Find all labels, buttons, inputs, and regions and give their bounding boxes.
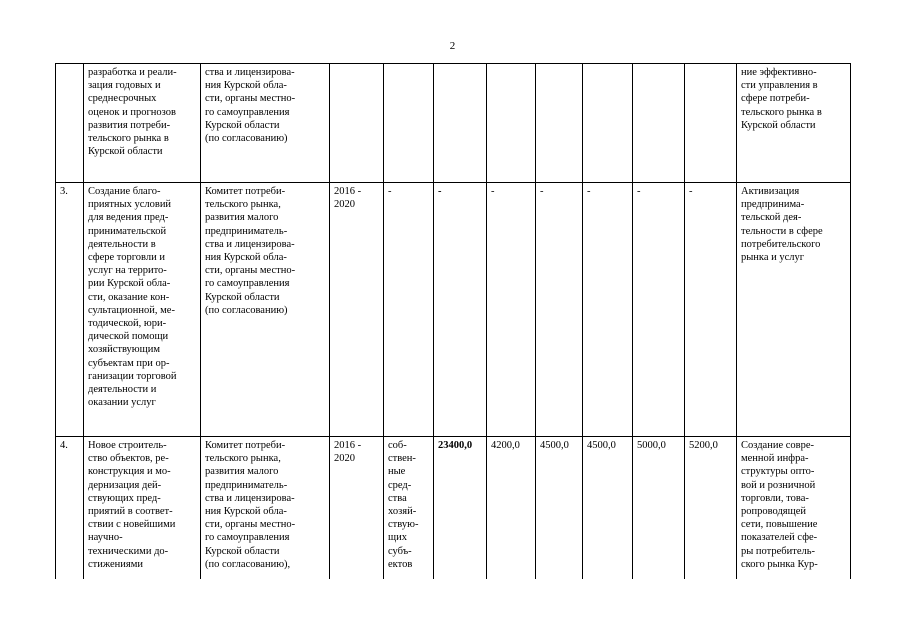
value-2019-cell: - (633, 183, 685, 437)
years-cell (330, 64, 384, 183)
value-2020-cell: 5200,0 (685, 437, 737, 580)
cell-line: ния Курской обла- (205, 506, 287, 518)
cell-line: сти, органы местно- (205, 519, 296, 531)
cell-line: структуры опто- (741, 466, 815, 478)
cell-line: тельского рынка, (205, 199, 281, 211)
cell-line: среднесрочных (88, 93, 157, 105)
cell-line: предприниматель- (205, 479, 288, 491)
cell-line: оценок и прогнозов (88, 106, 176, 118)
cell-line: услуг на террито- (88, 265, 167, 277)
cell-line: зация годовых и (88, 80, 161, 92)
cell-line: (по согласованию), (205, 558, 291, 570)
cell-line: 2016 - (334, 186, 362, 197)
cell-line: субъектам при ор- (88, 357, 170, 369)
years-cell (330, 183, 384, 437)
cell-line: сред- (388, 479, 412, 491)
event-cell (84, 64, 201, 183)
cell-line: сти, оказание кон- (88, 291, 170, 303)
cell-line: тельского рынка, (205, 453, 281, 465)
cell-line: рынка и услуг (741, 252, 805, 264)
cell-line: конструкция и мо- (88, 466, 171, 478)
table-row (56, 183, 851, 437)
cell-line: субъ- (388, 545, 412, 557)
cell-line: тельского рынка в (741, 106, 822, 118)
value-2017-cell: - (536, 183, 583, 437)
value-2018-cell (583, 64, 633, 183)
value-2020-cell (685, 64, 737, 183)
value-2019-cell (633, 64, 685, 183)
cell-line: Комитет потреби- (205, 440, 286, 451)
value-2018-cell: - (583, 183, 633, 437)
cell-line: тельности в сфере (741, 225, 823, 237)
total-cell: 23400,0 (434, 437, 487, 580)
event-cell (84, 437, 201, 580)
table-row (56, 64, 851, 183)
cell-line: рии Курской обла- (88, 278, 171, 290)
cell-line: Новое строитель- (88, 440, 167, 451)
program-table (55, 63, 851, 579)
cell-line: Курской области (205, 119, 280, 131)
cell-line: техническими до- (88, 545, 169, 557)
cell-line: ствен- (388, 453, 416, 465)
total-cell (434, 64, 487, 183)
value-2017-cell: 4500,0 (536, 437, 583, 580)
cell-line: развития малого (205, 466, 279, 478)
executor-cell (201, 183, 330, 437)
funding-source-cell: - (384, 183, 434, 437)
cell-line: деятельности и (88, 384, 157, 396)
value-2016-cell: - (487, 183, 536, 437)
cell-line: ствую- (388, 519, 419, 531)
result-cell (737, 64, 851, 183)
cell-line: сти, органы местно- (205, 93, 296, 105)
cell-line: соб- (388, 440, 407, 451)
event-cell (84, 183, 201, 437)
cell-line: деятельности в (88, 238, 156, 250)
cell-line: ства и лицензирова- (205, 492, 295, 504)
table-row (56, 437, 851, 580)
cell-line: ектов (388, 558, 413, 570)
cell-line: ского рынка Кур- (741, 558, 818, 570)
cell-line: стижениями (88, 558, 143, 570)
row-number: 3. (56, 183, 84, 437)
cell-line: 2020 (334, 453, 355, 465)
cell-line: предпринима- (741, 199, 805, 211)
cell-line: сультационной, ме- (88, 304, 175, 316)
cell-line: развития малого (205, 212, 279, 224)
cell-line: щих (388, 532, 407, 544)
cell-line: тодической, юри- (88, 318, 167, 330)
cell-line: го самоуправления (205, 532, 290, 544)
cell-line: ганизации торговой (88, 370, 177, 382)
cell-line: Курской области (741, 119, 816, 131)
cell-line: 2016 - (334, 440, 362, 451)
result-cell (737, 183, 851, 437)
cell-line: потребительского (741, 238, 821, 250)
cell-line: развития потреби- (88, 119, 171, 131)
cell-line: хозяйствующим (88, 344, 160, 356)
cell-line: сфере потреби- (741, 93, 810, 105)
value-2018-cell: 4500,0 (583, 437, 633, 580)
cell-line: сти управления в (741, 80, 818, 92)
result-cell (737, 437, 851, 580)
cell-line: ния Курской обла- (205, 80, 287, 92)
cell-line: научно- (88, 532, 123, 544)
cell-line: оказании услуг (88, 397, 156, 409)
value-2019-cell: 5000,0 (633, 437, 685, 580)
cell-line: вой и розничной (741, 479, 816, 491)
cell-line: ства (388, 492, 407, 504)
page-number: 2 (449, 40, 456, 52)
funding-source-cell (384, 437, 434, 580)
cell-line: ние эффективно- (741, 67, 817, 78)
cell-line: хозяй- (388, 506, 417, 518)
cell-line: тельской дея- (741, 212, 802, 224)
value-2016-cell: 4200,0 (487, 437, 536, 580)
value-2016-cell (487, 64, 536, 183)
funding-source-cell (384, 64, 434, 183)
cell-line: тельского рынка в (88, 133, 169, 145)
row-number (56, 64, 84, 183)
cell-line: для ведения пред- (88, 212, 169, 224)
cell-line: ропроводящей (741, 506, 806, 518)
cell-line: Создание благо- (88, 186, 161, 197)
cell-line: торговли, това- (741, 492, 809, 504)
cell-line: разработка и реали- (88, 67, 177, 78)
cell-line: дернизация дей- (88, 479, 162, 491)
cell-line: го самоуправления (205, 106, 290, 118)
cell-line: Курской области (88, 146, 163, 158)
cell-line: ства и лицензирова- (205, 238, 295, 250)
cell-line: Активизация (741, 186, 800, 197)
cell-line: ные (388, 466, 406, 478)
years-cell (330, 437, 384, 580)
cell-line: показателей сфе- (741, 532, 818, 544)
cell-line: принимательской (88, 225, 167, 237)
cell-line: ния Курской обла- (205, 252, 287, 264)
cell-line: дической помощи (88, 331, 169, 343)
cell-line: го самоуправления (205, 278, 290, 290)
cell-line: приятий в соответ- (88, 506, 173, 518)
cell-line: (по согласованию) (205, 304, 288, 316)
cell-line: ры потребитель- (741, 545, 816, 557)
row-number: 4. (56, 437, 84, 580)
cell-line: Курской области (205, 291, 280, 303)
cell-line: сети, повышение (741, 519, 818, 531)
cell-line: Создание совре- (741, 440, 815, 451)
cell-line: Курской области (205, 545, 280, 557)
cell-line: ство объектов, ре- (88, 453, 169, 465)
cell-line: сфере торговли и (88, 252, 165, 264)
cell-line: Комитет потреби- (205, 186, 286, 197)
total-cell: - (434, 183, 487, 437)
value-2020-cell: - (685, 183, 737, 437)
cell-line: 2020 (334, 199, 355, 211)
cell-line: сти, органы местно- (205, 265, 296, 277)
cell-line: (по согласованию) (205, 133, 288, 145)
cell-line: ства и лицензирова- (205, 67, 295, 78)
executor-cell (201, 437, 330, 580)
cell-line: предприниматель- (205, 225, 288, 237)
cell-line: менной инфра- (741, 453, 809, 465)
cell-line: приятных условий (88, 199, 172, 211)
value-2017-cell (536, 64, 583, 183)
cell-line: ствующих пред- (88, 492, 161, 504)
cell-line: ствии с новейшими (88, 519, 176, 531)
executor-cell (201, 64, 330, 183)
